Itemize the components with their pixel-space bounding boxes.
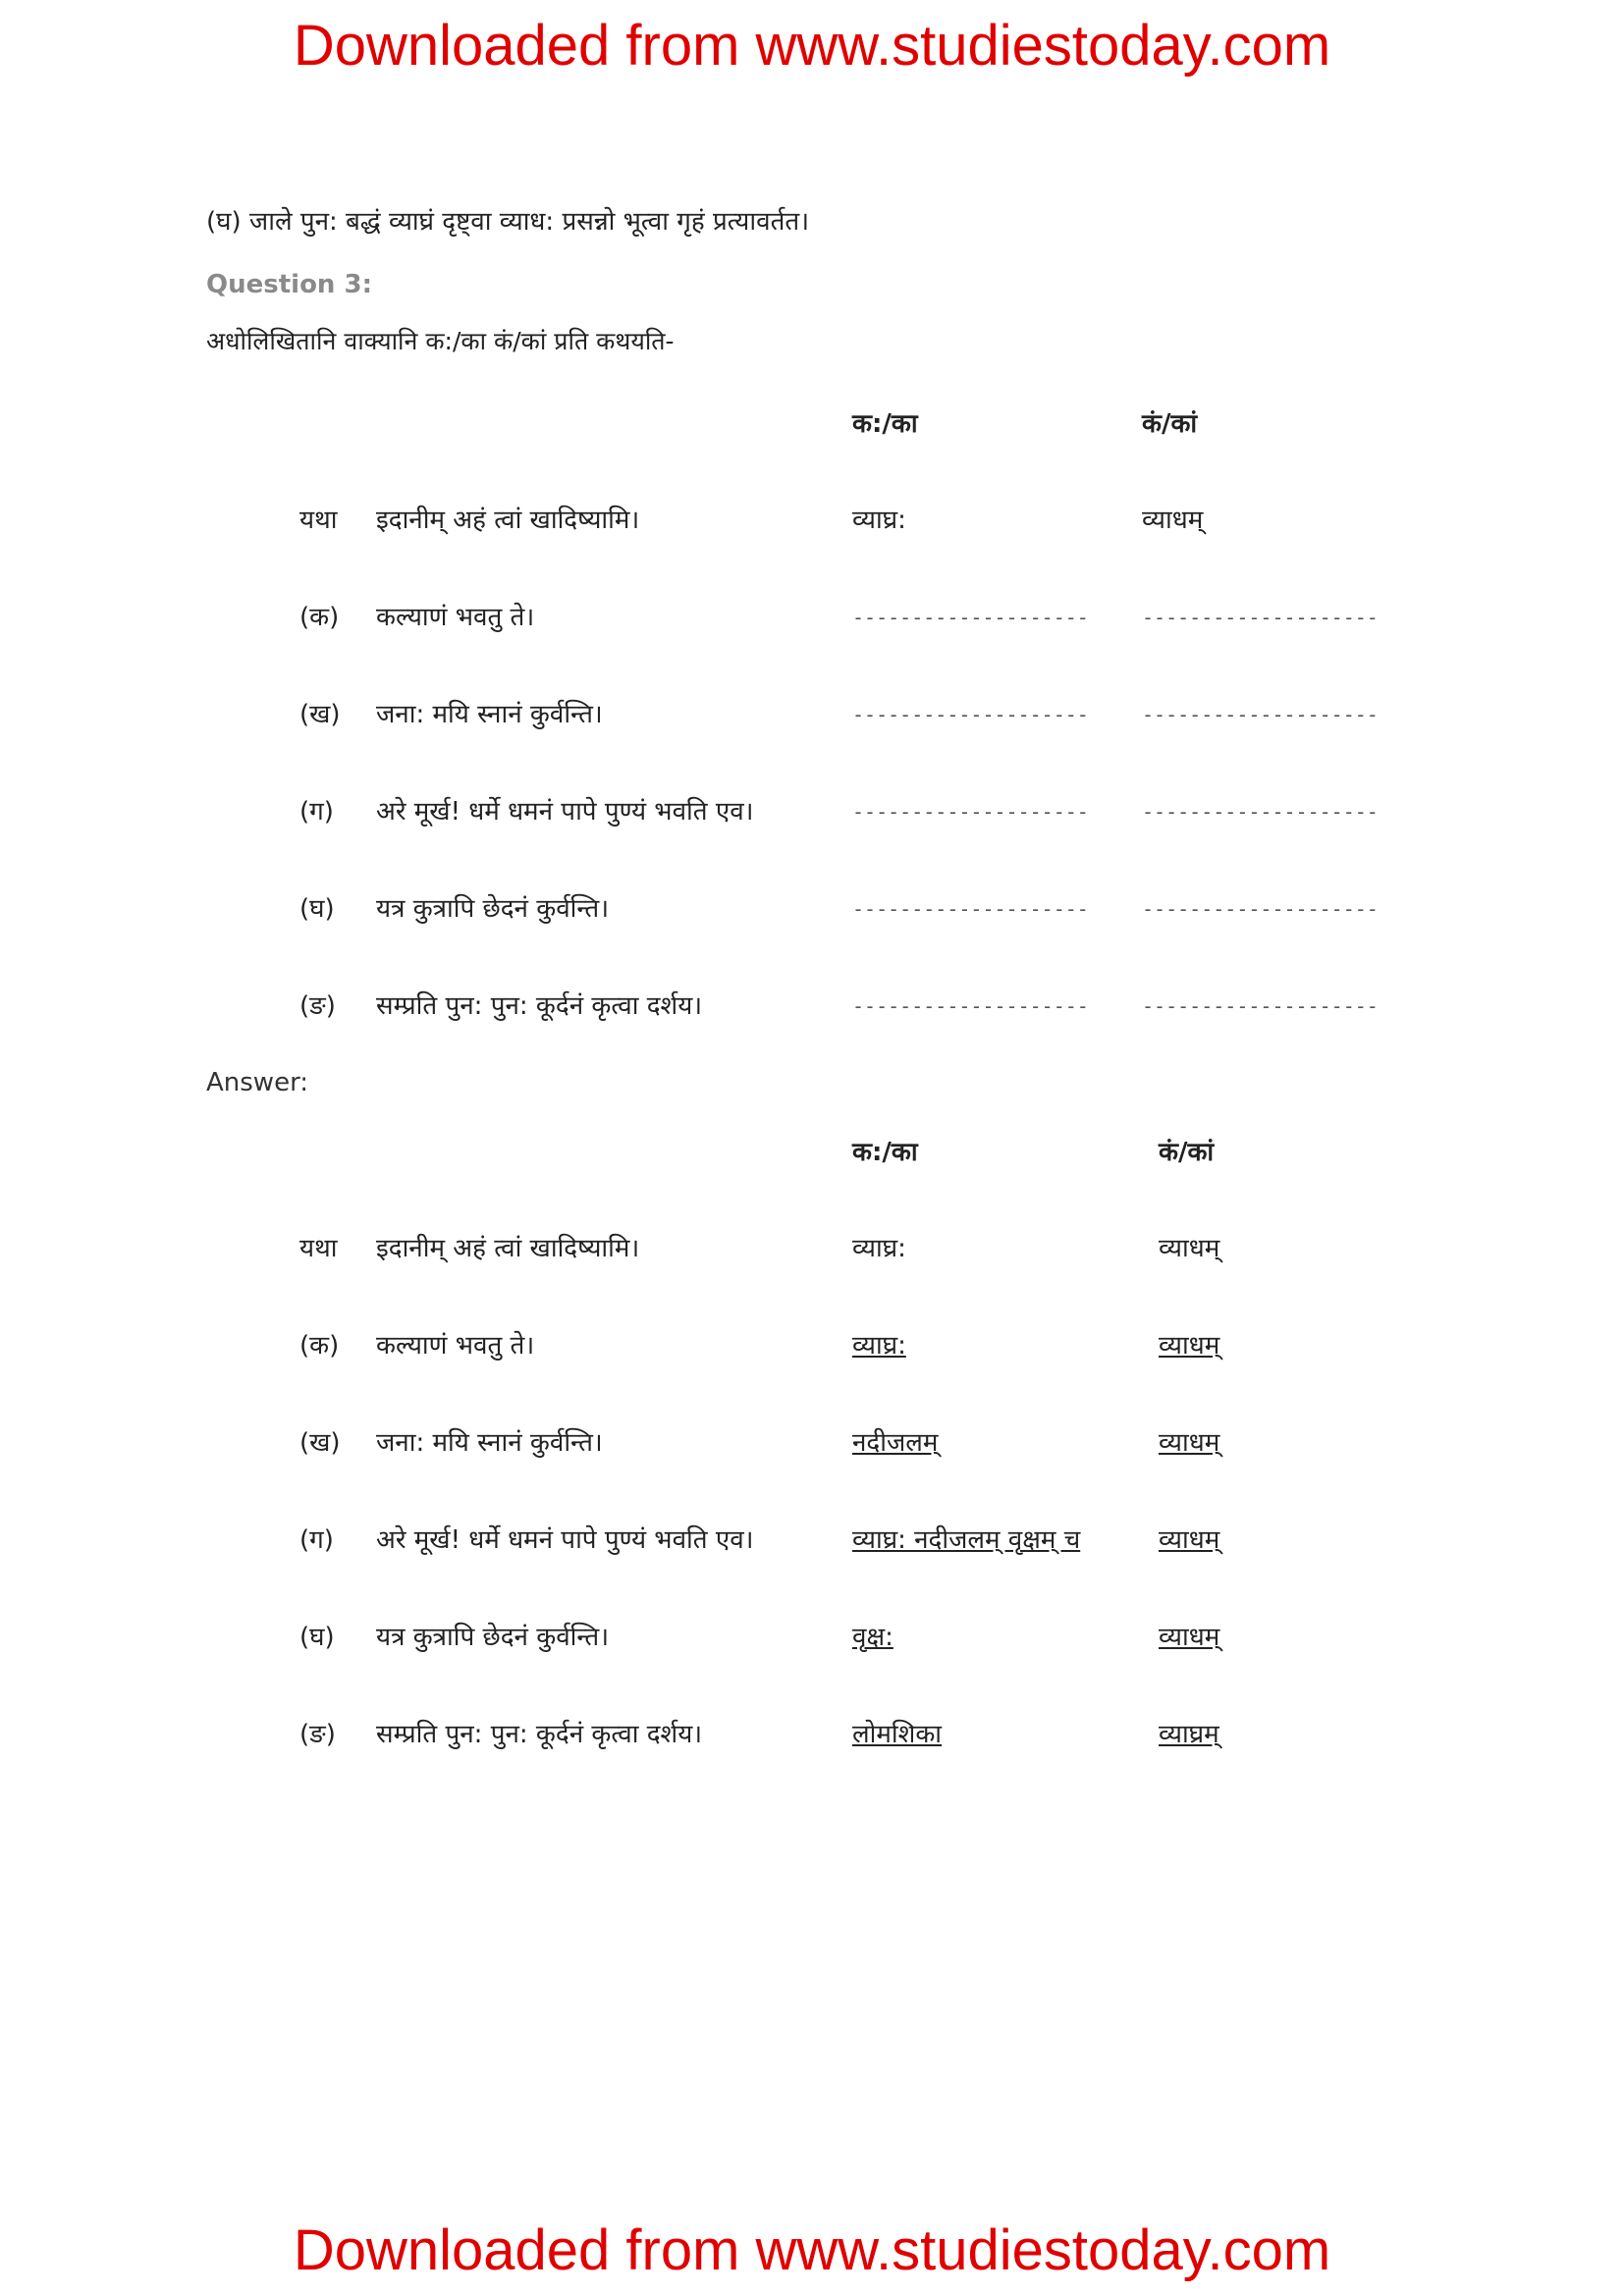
- question-row: [0, 790, 1624, 849]
- blank-ka: --------------------: [852, 800, 1089, 824]
- question-row: [0, 887, 1624, 946]
- row-sentence: यत्र कुत्रापि छेदनं कुर्वन्ति।: [376, 894, 610, 924]
- answer-ka: नदीजलम्: [852, 1428, 939, 1458]
- answer-kam: व्याधम्: [1159, 1623, 1220, 1652]
- column-header-kam: कं/कां: [1159, 1138, 1215, 1167]
- blank-kam: --------------------: [1142, 703, 1379, 726]
- row-marker: यथा: [299, 1234, 338, 1263]
- column-header-ka: क:/का: [852, 1138, 918, 1167]
- blank-ka: --------------------: [852, 606, 1089, 629]
- answer-row: [0, 1519, 1624, 1577]
- footer-download-banner: Downloaded from www.studiestoday.com: [293, 2218, 1331, 2282]
- row-ka: व्याघ्र:: [852, 1234, 906, 1263]
- row-marker: (ग): [299, 1525, 334, 1555]
- question-row: [0, 596, 1624, 655]
- row-sentence: यत्र कुत्रापि छेदनं कुर्वन्ति।: [376, 1623, 610, 1652]
- row-ka: व्याघ्र:: [852, 506, 906, 535]
- answer-ka: व्याघ्र: नदीजलम् वृक्षम् च: [852, 1525, 1081, 1555]
- row-sentence: सम्प्रति पुन: पुन: कूर्दनं कृत्वा दर्शय।: [376, 1720, 703, 1749]
- row-marker: (क): [299, 603, 340, 632]
- row-sentence: जना: मयि स्नानं कुर्वन्ति।: [376, 700, 603, 729]
- example-row: [0, 1227, 1624, 1286]
- question-row: [0, 693, 1624, 752]
- blank-ka: --------------------: [852, 994, 1089, 1018]
- table-header-row: [0, 1131, 1624, 1190]
- row-marker: (घ): [299, 1623, 335, 1652]
- row-kam: व्याधम्: [1159, 1234, 1220, 1263]
- row-kam: व्याधम्: [1142, 506, 1204, 535]
- blank-kam: --------------------: [1142, 897, 1379, 921]
- column-header-ka: क:/का: [852, 409, 918, 439]
- row-sentence: जना: मयि स्नानं कुर्वन्ति।: [376, 1428, 603, 1458]
- row-sentence: कल्याणं भवतु ते।: [376, 1331, 535, 1361]
- answer-kam: व्याधम्: [1159, 1428, 1220, 1458]
- table-header-row: [0, 402, 1624, 461]
- row-sentence: इदानीम् अहं त्वां खादिष्यामि।: [376, 506, 640, 535]
- blank-ka: --------------------: [852, 703, 1089, 726]
- blank-kam: --------------------: [1142, 800, 1379, 824]
- blank-kam: --------------------: [1142, 606, 1379, 629]
- row-marker: यथा: [299, 506, 338, 535]
- row-sentence: कल्याणं भवतु ते।: [376, 603, 535, 632]
- previous-answer-line: (घ) जाले पुन: बद्धं व्याघ्रं दृष्ट्वा व्याध: प्रसन्नो भूत्वा गृहं प्रत्यावर्तत।: [206, 207, 810, 237]
- answer-row: [0, 1713, 1624, 1772]
- answer-kam: व्याघ्रम्: [1159, 1720, 1219, 1749]
- example-row: [0, 499, 1624, 558]
- row-marker: (ग): [299, 797, 334, 827]
- row-marker: (ङ): [299, 1720, 336, 1749]
- column-header-kam: कं/कां: [1142, 409, 1198, 439]
- row-sentence: अरे मूर्ख! धर्मे धमनं पापे पुण्यं भवति एव।: [376, 797, 754, 827]
- answer-row: [0, 1616, 1624, 1675]
- answer-ka: लोमशिका: [852, 1720, 943, 1749]
- blank-ka: --------------------: [852, 897, 1089, 921]
- answer-row: [0, 1421, 1624, 1480]
- row-sentence: सम्प्रति पुन: पुन: कूर्दनं कृत्वा दर्शय।: [376, 991, 703, 1021]
- row-marker: (ख): [299, 1428, 341, 1458]
- header-download-banner: Downloaded from www.studiestoday.com: [293, 14, 1331, 78]
- question-heading: Question 3:: [206, 270, 372, 299]
- answer-kam: व्याधम्: [1159, 1525, 1220, 1555]
- answer-kam: व्याधम्: [1159, 1331, 1220, 1361]
- row-marker: (ख): [299, 700, 341, 729]
- answer-row: [0, 1324, 1624, 1383]
- answer-label: Answer:: [206, 1068, 309, 1097]
- question-row: [0, 985, 1624, 1043]
- row-marker: (क): [299, 1331, 340, 1361]
- answer-ka: व्याघ्र:: [852, 1331, 906, 1361]
- row-marker: (घ): [299, 894, 335, 924]
- answer-ka: वृक्ष:: [852, 1623, 893, 1652]
- blank-kam: --------------------: [1142, 994, 1379, 1018]
- row-marker: (ङ): [299, 991, 336, 1021]
- row-sentence: अरे मूर्ख! धर्मे धमनं पापे पुण्यं भवति एव।: [376, 1525, 754, 1555]
- row-sentence: इदानीम् अहं त्वां खादिष्यामि।: [376, 1234, 640, 1263]
- question-instruction: अधोलिखितानि वाक्यानि क:/का कं/कां प्रति कथयति-: [206, 327, 675, 355]
